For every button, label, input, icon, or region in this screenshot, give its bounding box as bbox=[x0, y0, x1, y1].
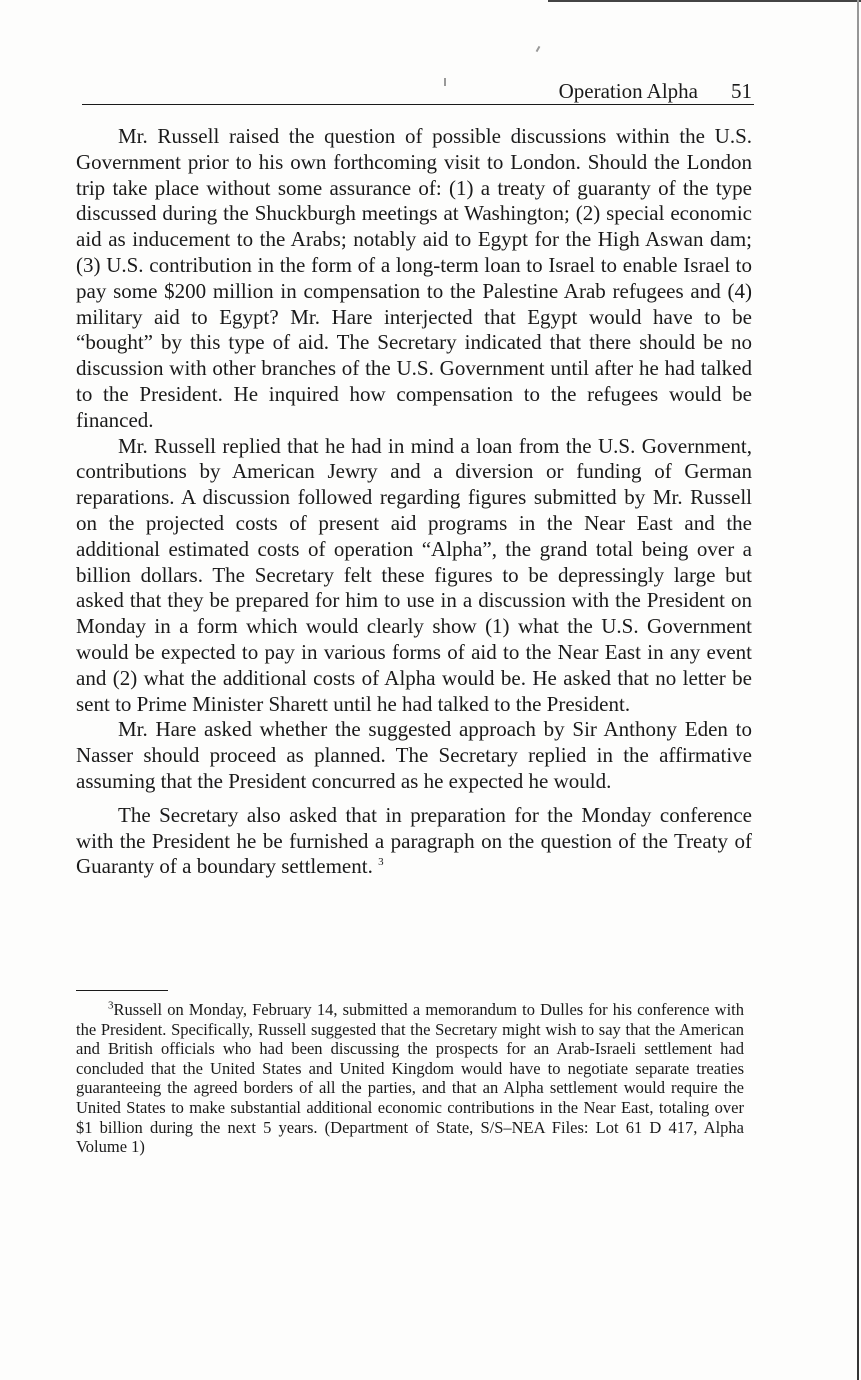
footnote-text: Russell on Monday, February 14, submitted a memorandum to Dulles for his conference with the President. Specifically, Russell suggested that the Secretary might wish to say that the American and British officials who had been discussing the prospects for an Arab-Israeli settlement had concluded that the United States and United Kingdom would have to negotiate separate treaties guaranteeing the agreed borders of all the parties, and that an Alpha settlement would require the United States to make substantial additional economic contributions in the Near East, totaling over $1 billion during the next 5 years. (Department of State, S/S–NEA Files: Lot 61 D 417, Alpha Volume 1) bbox=[76, 1000, 744, 1157]
footnote-reference[interactable]: 3 bbox=[378, 856, 384, 869]
paragraph bbox=[76, 803, 752, 880]
scan-speck bbox=[536, 46, 541, 52]
footnote-marker: 3 bbox=[108, 999, 114, 1012]
scan-edge-right bbox=[857, 0, 859, 1380]
paragraph: Mr. Russell raised the question of possible discussions within the U.S. Government prior to his own forthcoming visit to London. Should the London trip take place without some assurance of: (1) a treaty of guaranty of the type discussed during the Shuckburgh meetings at Washington; (2) special economic aid as inducement to the Arabs; notably aid to Egypt for the High Aswan dam; (3) U.S. contribution in the form of a long-term loan to Israel to enable Israel to pay some $200 million in compensation to the Palestine Arab refugees and (4) military aid to Egypt? Mr. Hare interjected that Egypt would have to be “bought” by this type of aid. The Secretary indicated that there should be no discussion with other branches of the U.S. Government until after he had talked to the President. He inquired how compensation to the refugees would be financed. bbox=[76, 124, 752, 432]
paragraph: Mr. Russell replied that he had in mind a loan from the U.S. Government, contributions by American Jewry and a diversion or funding of German reparations. A discussion followed regarding figures submitted by Mr. Russell on the projected costs of present aid programs in the Near East and the additional estimated costs of operation “Alpha”, the grand total being over a billion dollars. The Secretary felt these figures to be depressingly large but asked that they be prepared for him to use in a discussion with the President on Monday in a form which would clearly show (1) what the U.S. Government would be expected to pay in various forms of aid to the Near East in any event and (2) what the additional costs of Alpha would be. He asked that no letter be sent to Prime Minister Sharett until he had talked to the President. bbox=[76, 433, 752, 716]
page-number: 51 bbox=[731, 79, 752, 103]
paragraph-text: The Secretary also asked that in preparation for the Monday conference with the President he be furnished a paragraph on the question of the Treaty of Guaranty of a boundary settlement. bbox=[76, 802, 752, 879]
body-text bbox=[76, 124, 752, 880]
paragraph: Mr. Hare asked whether the suggested approach by Sir Anthony Eden to Nasser should proceed as planned. The Secretary replied in the affirmative assuming that the President concurred as he expected he would. bbox=[76, 717, 752, 793]
footnote-rule bbox=[76, 990, 168, 991]
scan-edge-top bbox=[548, 0, 861, 2]
page-header bbox=[82, 78, 754, 105]
running-title: Operation Alpha bbox=[558, 79, 698, 103]
footnote bbox=[76, 1000, 744, 1157]
